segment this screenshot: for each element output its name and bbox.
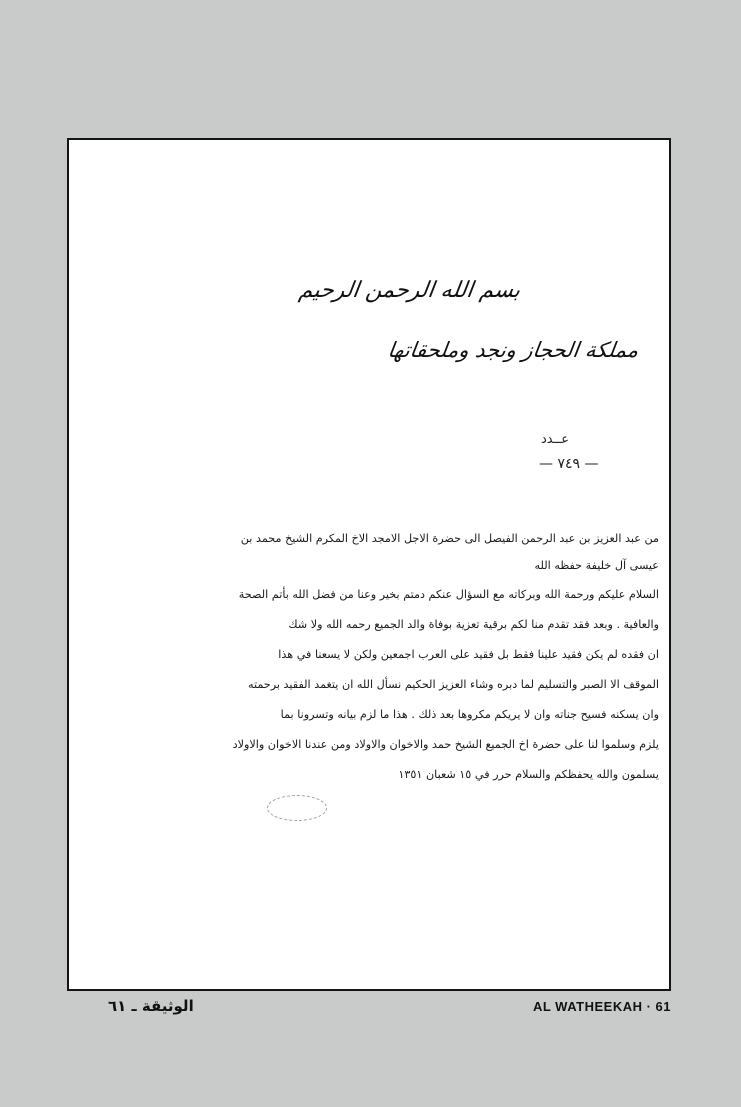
body-line: ان فقده لم يكن فقيد علينا فقط بل فقيد على العرب اجمعين ولكن لا يسعنا في هذا	[278, 648, 659, 661]
body-line: يسلمون والله يحفظكم والسلام حرر في ١٥ شعبان ١٣٥١	[398, 768, 659, 781]
body-line: يلزم وسلموا لنا على حضرة اخ الجميع الشيخ حمد والاخوان والاولاد ومن عندنا الاخوان والاولاد	[232, 738, 659, 751]
kingdom-letterhead: مملكة الحجاز ونجد وملحقاتها	[386, 338, 641, 362]
letter-page	[67, 138, 671, 991]
body-line: وان يسكنه فسيح جناته وان لا يريكم مكروها بعد ذلك . هذا ما لزم بيانه وتسرونا بما	[280, 708, 659, 721]
reference-label: عــدد	[541, 432, 569, 447]
reference-number: — ٧٤٩ —	[539, 456, 599, 472]
body-line: السلام عليكم ورحمة الله وبركاته مع السؤال عنكم دمتم بخير وعنا من فضل الله بأتم الصحة	[238, 588, 659, 601]
basmala-heading: بسم الله الرحمن الرحيم	[297, 278, 522, 303]
seal-stamp	[267, 795, 327, 821]
body-line: من عبد العزيز بن عبد الرحمن الفيصل الى حضرة الاجل الامجد الاخ المكرم الشيخ محمد بن	[240, 532, 659, 545]
footer-page-label-arabic: الوثيقة ـ ٦١	[108, 997, 194, 1015]
body-line: عيسى آل خليفة حفظه الله	[534, 559, 659, 572]
footer-page-label-english: AL WATHEEKAH · 61	[532, 999, 671, 1014]
body-line: الموقف الا الصبر والتسليم لما دبره وشاء العزيز الحكيم نسأل الله ان يتغمد الفقيد برحمته	[247, 678, 659, 691]
body-line: والعافية . وبعد فقد تقدم منا لكم برقية تعزية بوفاة والد الجميع رحمه الله ولا شك	[288, 618, 659, 631]
